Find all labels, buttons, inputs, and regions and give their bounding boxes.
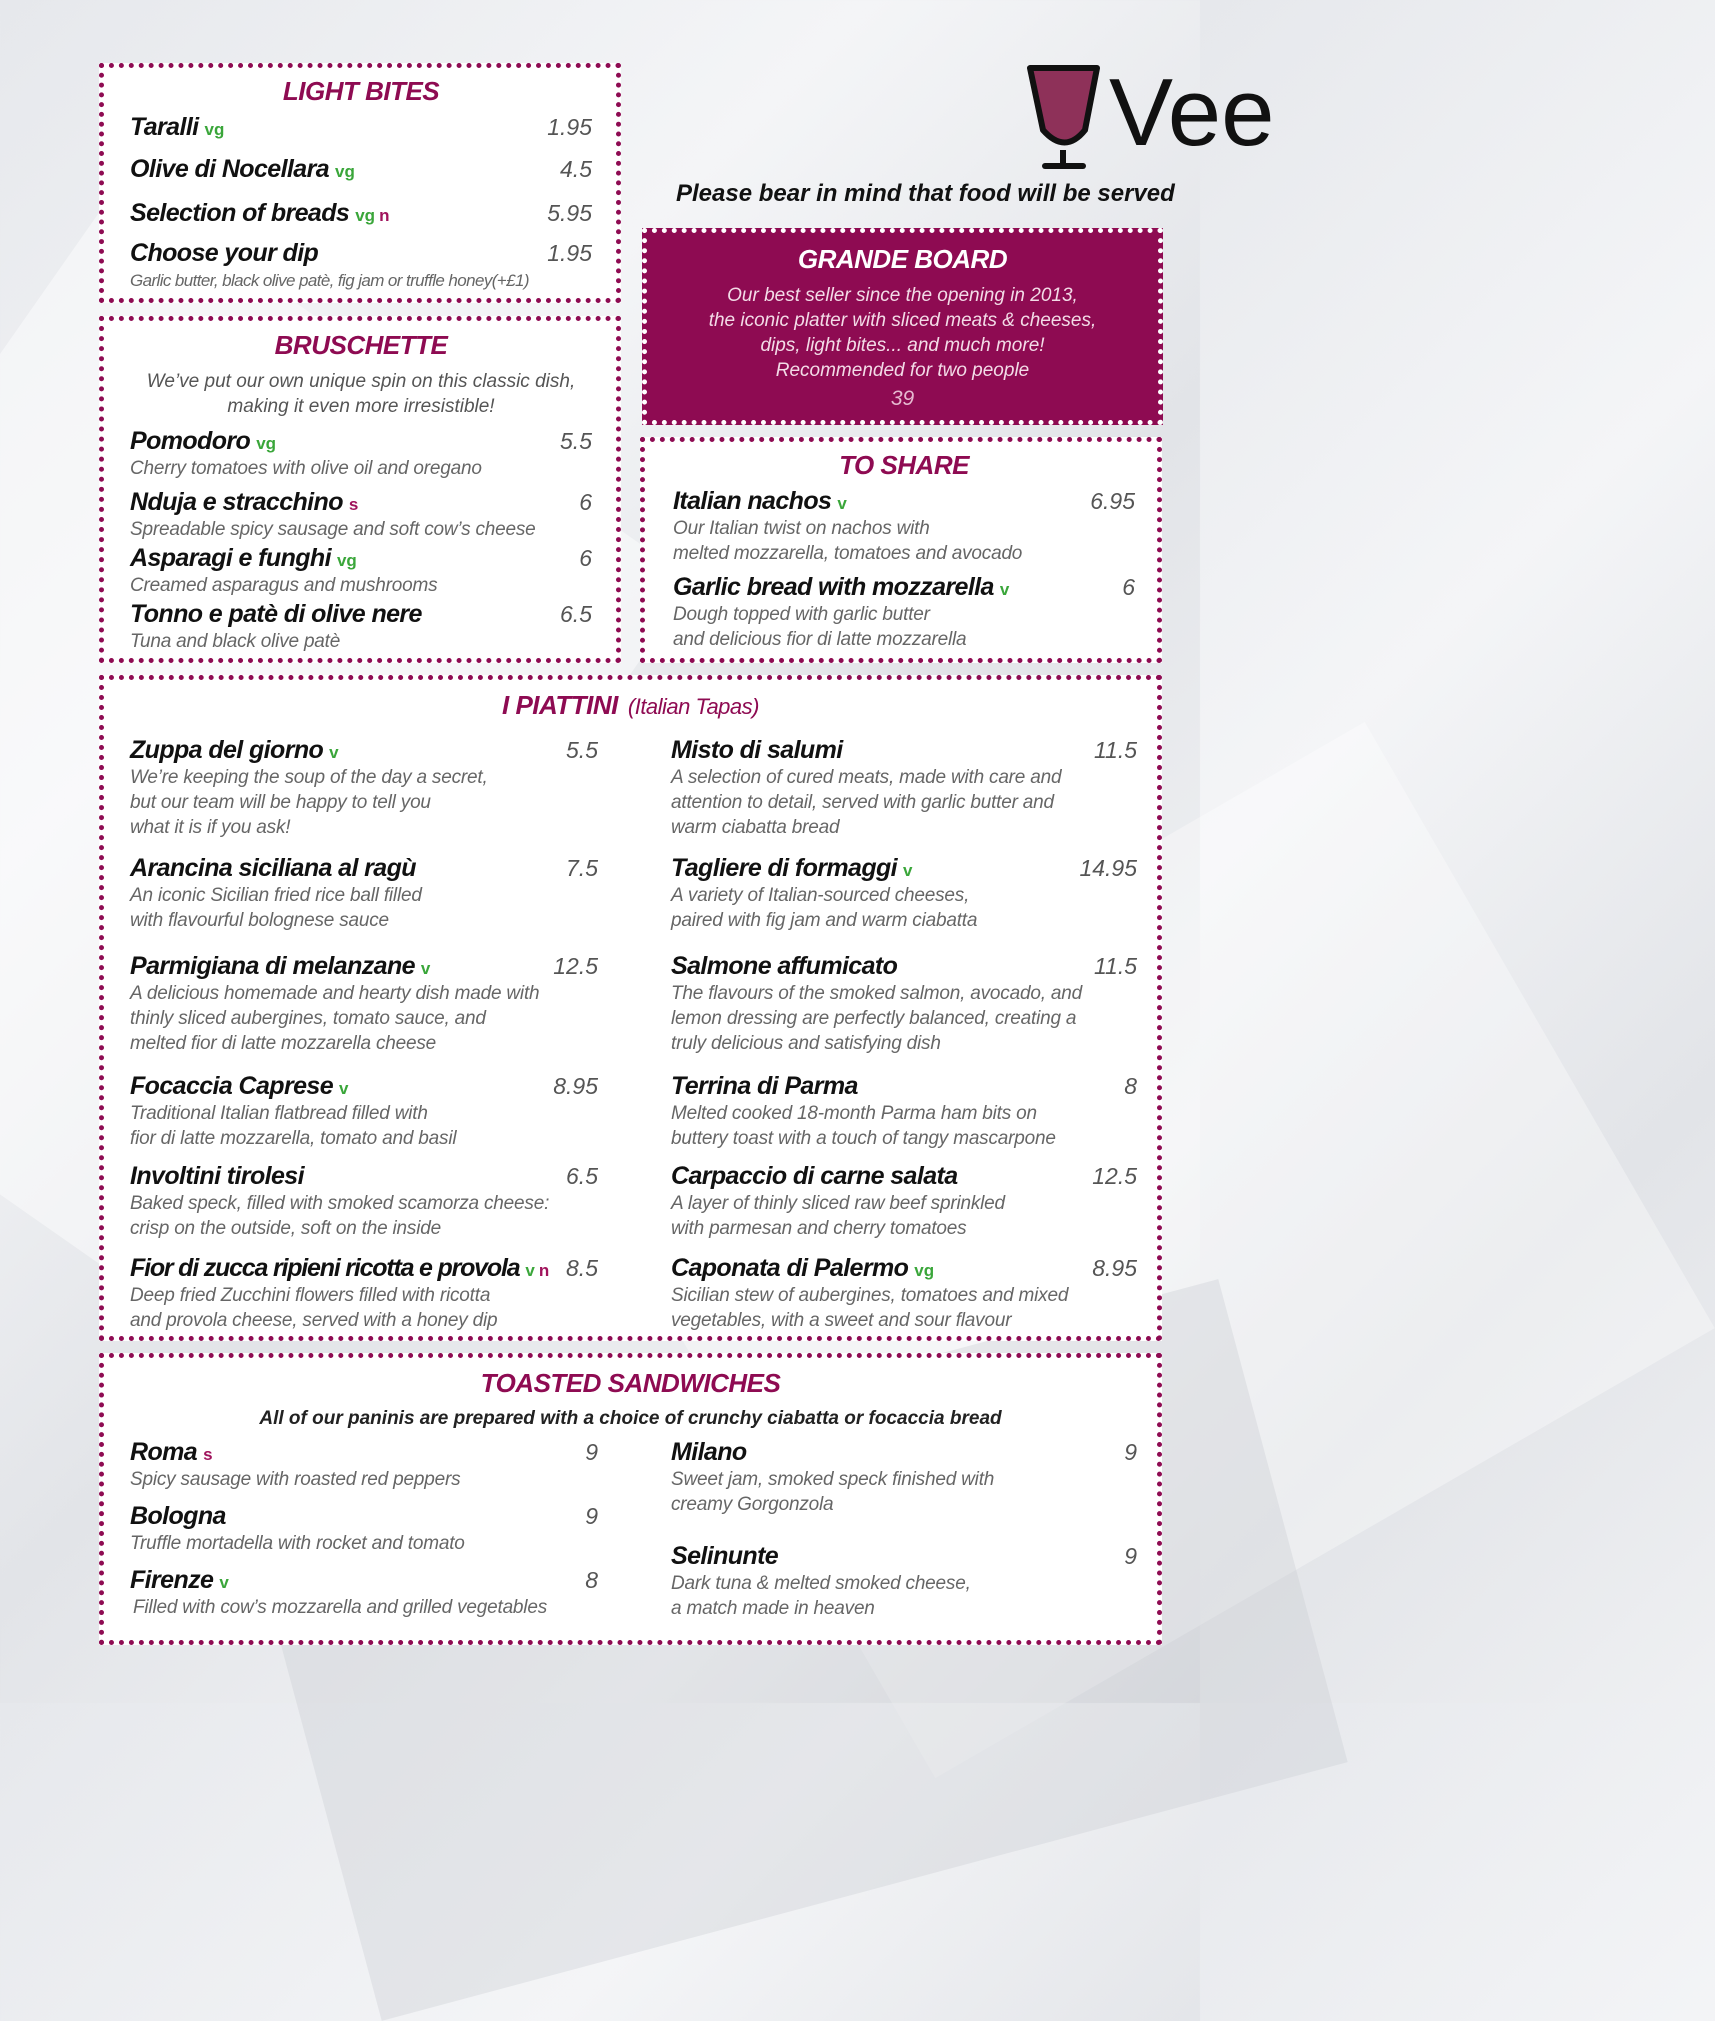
menu-item: [671, 736, 1137, 854]
item-name: Zuppa del giorno: [130, 736, 324, 764]
section-title: I PIATTINI: [502, 690, 618, 720]
item-description-line: what it is if you ask!: [130, 817, 291, 838]
item-description-line: Baked speck, filled with smoked scamorza cheese:: [130, 1193, 550, 1214]
section-title: TO SHARE: [839, 450, 969, 480]
item-price: 6.5: [560, 601, 592, 627]
vegetarian-tag: v: [219, 1573, 229, 1592]
item-price: 9: [585, 1439, 598, 1465]
grande-board-section: [642, 228, 1163, 425]
menu-item: [671, 1072, 1137, 1162]
item-price: 5.5: [560, 428, 592, 454]
item-price: 8.5: [566, 1255, 598, 1281]
item-name: Roma: [130, 1438, 198, 1466]
menu-item: [673, 573, 1135, 652]
menu-item: [671, 1542, 1137, 1621]
item-name: Garlic bread with mozzarella: [673, 573, 994, 601]
item-description-line: thinly sliced aubergines, tomato sauce, and: [130, 1008, 486, 1029]
intro-line: making it even more irresistible!: [227, 396, 495, 417]
piattini-right-column: [671, 736, 1137, 1333]
menu-item: [130, 952, 598, 1072]
item-description-line: Dark tuna & melted smoked cheese,: [671, 1573, 971, 1594]
item-description-line: buttery toast with a touch of tangy mascarpone: [671, 1128, 1056, 1149]
item-description-line: We’re keeping the soup of the day a secret,: [130, 767, 488, 788]
menu-item: [671, 1254, 1137, 1333]
item-price: 5.95: [547, 200, 592, 226]
item-description-line: Dough topped with garlic butter: [673, 604, 930, 625]
item-price: 12.5: [553, 953, 598, 979]
menu-item: [130, 1438, 598, 1502]
item-description-line: but our team will be happy to tell you: [130, 792, 431, 813]
sandwiches-section: [99, 1353, 1162, 1645]
item-price: 6: [1122, 574, 1135, 600]
vegetarian-tag: v: [903, 861, 913, 880]
brand-logo: [1025, 59, 1275, 180]
intro-line: We’ve put our own unique spin on this classic dish,: [146, 371, 576, 392]
item-name: Nduja e stracchino: [130, 488, 343, 516]
item-description-line: A variety of Italian-sourced cheeses,: [671, 885, 970, 906]
vegan-tag: vg: [914, 1261, 935, 1280]
item-description-line: A selection of cured meats, made with care and: [671, 767, 1062, 788]
vegan-tag: vg: [335, 162, 355, 181]
grande-price: 39: [890, 387, 915, 410]
item-name: Selection of breads: [130, 199, 350, 227]
item-name: Italian nachos: [673, 487, 832, 515]
nuts-tag: n: [538, 1261, 550, 1280]
menu-item: [130, 854, 598, 952]
item-name: Involtini tirolesi: [130, 1162, 304, 1190]
menu-item: [130, 736, 598, 854]
item-description-line: vegetables, with a sweet and sour flavour: [671, 1310, 1012, 1331]
item-price: 4.5: [560, 156, 592, 182]
vegan-tag: vg: [355, 206, 376, 225]
sandwiches-right-column: [671, 1438, 1137, 1621]
menu-item: [130, 155, 592, 199]
grande-line: dips, light bites... and much more!: [760, 335, 1045, 356]
item-name: Olive di Nocellara: [130, 155, 330, 183]
menu-item: [130, 427, 592, 488]
item-description: Garlic butter, black olive patè, fig jam or truffle honey(+£1): [130, 271, 529, 290]
menu-item: [673, 487, 1135, 573]
item-description-line: lemon dressing are perfectly balanced, creating a: [671, 1008, 1077, 1029]
item-description: Spreadable spicy sausage and soft cow’s cheese: [130, 519, 536, 540]
item-description-line: The flavours of the smoked salmon, avocado, and: [671, 983, 1082, 1004]
piattini-section: [99, 675, 1162, 1341]
item-name: Tagliere di formaggi: [671, 854, 898, 882]
item-name: Pomodoro: [130, 427, 251, 455]
item-description-line: melted fior di latte mozzarella cheese: [130, 1033, 437, 1054]
menu-item: [671, 1162, 1137, 1254]
bruschette-section: [99, 316, 621, 663]
item-description-line: Our Italian twist on nachos with: [673, 518, 930, 539]
menu-item: [130, 113, 592, 155]
item-price: 9: [585, 1503, 598, 1529]
menu-item: [130, 239, 592, 293]
vegetarian-tag: v: [999, 580, 1010, 599]
item-description-line: warm ciabatta bread: [671, 817, 840, 838]
vegetarian-tag: v: [837, 494, 847, 513]
section-title: GRANDE BOARD: [797, 244, 1008, 274]
menu-item: [671, 952, 1137, 1072]
item-description-line: Melted cooked 18-month Parma ham bits on: [671, 1103, 1037, 1124]
item-name: Asparagi e funghi: [130, 544, 331, 572]
menu-item: [130, 600, 592, 654]
item-description-line: A delicious homemade and hearty dish made with: [130, 983, 540, 1004]
menu-item: [130, 1566, 598, 1620]
item-description-line: creamy Gorgonzola: [671, 1494, 834, 1515]
item-price: 5.5: [566, 737, 598, 763]
item-name: Parmigiana di melanzane: [130, 952, 415, 980]
logo-text: Vee: [1109, 59, 1275, 166]
item-description-line: Filled with cow’s mozzarella and grilled vegetables: [133, 1597, 547, 1618]
item-description-line: Traditional Italian flatbread filled with: [130, 1103, 428, 1124]
item-name: Milano: [671, 1438, 747, 1466]
item-price: 8: [1124, 1073, 1137, 1099]
item-description-line: An iconic Sicilian fried rice ball filled: [130, 885, 422, 906]
menu-item: [130, 1254, 598, 1333]
item-name: Caponata di Palermo: [671, 1254, 909, 1282]
item-name: Focaccia Caprese: [130, 1072, 334, 1100]
vegetarian-tag: v: [525, 1261, 535, 1280]
section-title: BRUSCHETTE: [274, 330, 448, 360]
grande-line: Recommended for two people: [775, 360, 1030, 381]
nuts-tag: n: [379, 206, 390, 225]
item-description-line: fior di latte mozzarella, tomato and basil: [130, 1128, 457, 1149]
item-price: 1.95: [547, 114, 592, 140]
menu-item: [130, 1072, 598, 1162]
item-description-line: a match made in heaven: [671, 1598, 875, 1619]
light-bites-section: [99, 63, 621, 303]
item-description-line: A layer of thinly sliced raw beef sprinkled: [671, 1193, 1005, 1214]
menu-item: [671, 854, 1137, 952]
item-description-line: with flavourful bolognese sauce: [130, 910, 389, 931]
item-price: 1.95: [547, 240, 592, 266]
service-notice: Please bear in mind that food will be served: [676, 180, 1175, 207]
item-price: 7.5: [566, 855, 598, 881]
item-name: Firenze: [130, 1566, 214, 1594]
item-name: Terrina di Parma: [671, 1072, 858, 1100]
item-description-line: crisp on the outside, soft on the inside: [130, 1218, 441, 1239]
item-name: Tonno e patè di olive nere: [130, 600, 422, 628]
item-price: 8.95: [1092, 1255, 1137, 1281]
item-description-line: attention to detail, served with garlic butter and: [671, 792, 1054, 813]
item-price: 8: [585, 1567, 598, 1593]
sandwiches-left-column: [130, 1438, 598, 1620]
item-name: Misto di salumi: [671, 736, 843, 764]
item-price: 6: [579, 489, 592, 515]
item-name: Salmone affumicato: [671, 952, 898, 980]
vegan-tag: vg: [336, 551, 357, 570]
item-price: 8.95: [553, 1073, 598, 1099]
item-price: 6.5: [566, 1163, 598, 1189]
grande-line: Our best seller since the opening in 2013,: [727, 285, 1078, 306]
item-price: 9: [1124, 1439, 1137, 1465]
item-price: 6: [579, 545, 592, 571]
item-description-line: and delicious fior di latte mozzarella: [673, 629, 967, 650]
spicy-tag: s: [348, 495, 359, 514]
item-price: 6.95: [1090, 488, 1135, 514]
menu-item: [671, 1438, 1137, 1542]
vegetarian-tag: v: [329, 743, 339, 762]
item-description: Cherry tomatoes with olive oil and oregano: [130, 458, 482, 479]
item-description-line: Sicilian stew of aubergines, tomatoes and mixed: [671, 1285, 1069, 1306]
item-description: Creamed asparagus and mushrooms: [130, 575, 438, 596]
to-share-section: [640, 437, 1162, 663]
item-name: Selinunte: [671, 1542, 779, 1570]
menu-item: [130, 488, 592, 544]
vegan-tag: vg: [256, 434, 277, 453]
item-description-line: Spicy sausage with roasted red peppers: [130, 1469, 461, 1490]
item-description-line: with parmesan and cherry tomatoes: [671, 1218, 967, 1239]
menu-item: [130, 199, 592, 239]
vegetarian-tag: v: [420, 959, 431, 978]
spicy-tag: s: [203, 1445, 213, 1464]
item-price: 12.5: [1092, 1163, 1137, 1189]
item-price: 14.95: [1079, 855, 1137, 881]
item-price: 11.5: [1093, 737, 1137, 763]
item-description-line: Truffle mortadella with rocket and tomato: [130, 1533, 465, 1554]
item-price: 11.5: [1093, 953, 1137, 979]
section-subtitle: (Italian Tapas): [627, 694, 759, 719]
item-description-line: Sweet jam, smoked speck finished with: [671, 1469, 995, 1490]
item-description-line: melted mozzarella, tomatoes and avocado: [673, 543, 1023, 564]
item-description-line: Deep fried Zucchini flowers filled with ricotta: [130, 1285, 491, 1306]
item-name: Bologna: [130, 1502, 226, 1530]
vegetarian-tag: v: [339, 1079, 349, 1098]
piattini-left-column: [130, 736, 598, 1333]
menu-item: [130, 1162, 598, 1254]
item-price: 9: [1124, 1543, 1137, 1569]
item-name: Choose your dip: [130, 239, 319, 267]
grande-line: the iconic platter with sliced meats & cheeses,: [708, 310, 1097, 331]
menu-item: [130, 544, 592, 600]
item-name: Carpaccio di carne salata: [671, 1162, 958, 1190]
item-description-line: paired with fig jam and warm ciabatta: [671, 910, 978, 931]
vegan-tag: vg: [204, 120, 225, 139]
item-name: Fior di zucca ripieni ricotta e provola: [130, 1254, 520, 1282]
section-title: LIGHT BITES: [282, 76, 440, 106]
sandwiches-intro: All of our paninis are prepared with a choice of crunchy ciabatta or focaccia bread: [259, 1408, 1002, 1429]
menu-item: [130, 1502, 598, 1566]
item-name: Arancina siciliana al ragù: [130, 854, 416, 882]
wine-glass-logo-icon: [1025, 60, 1325, 180]
item-description-line: truly delicious and satisfying dish: [671, 1033, 941, 1054]
section-title: TOASTED SANDWICHES: [480, 1368, 781, 1398]
item-name: Taralli: [130, 113, 199, 141]
item-description-line: and provola cheese, served with a honey dip: [130, 1310, 498, 1331]
item-description: Tuna and black olive patè: [130, 631, 341, 652]
